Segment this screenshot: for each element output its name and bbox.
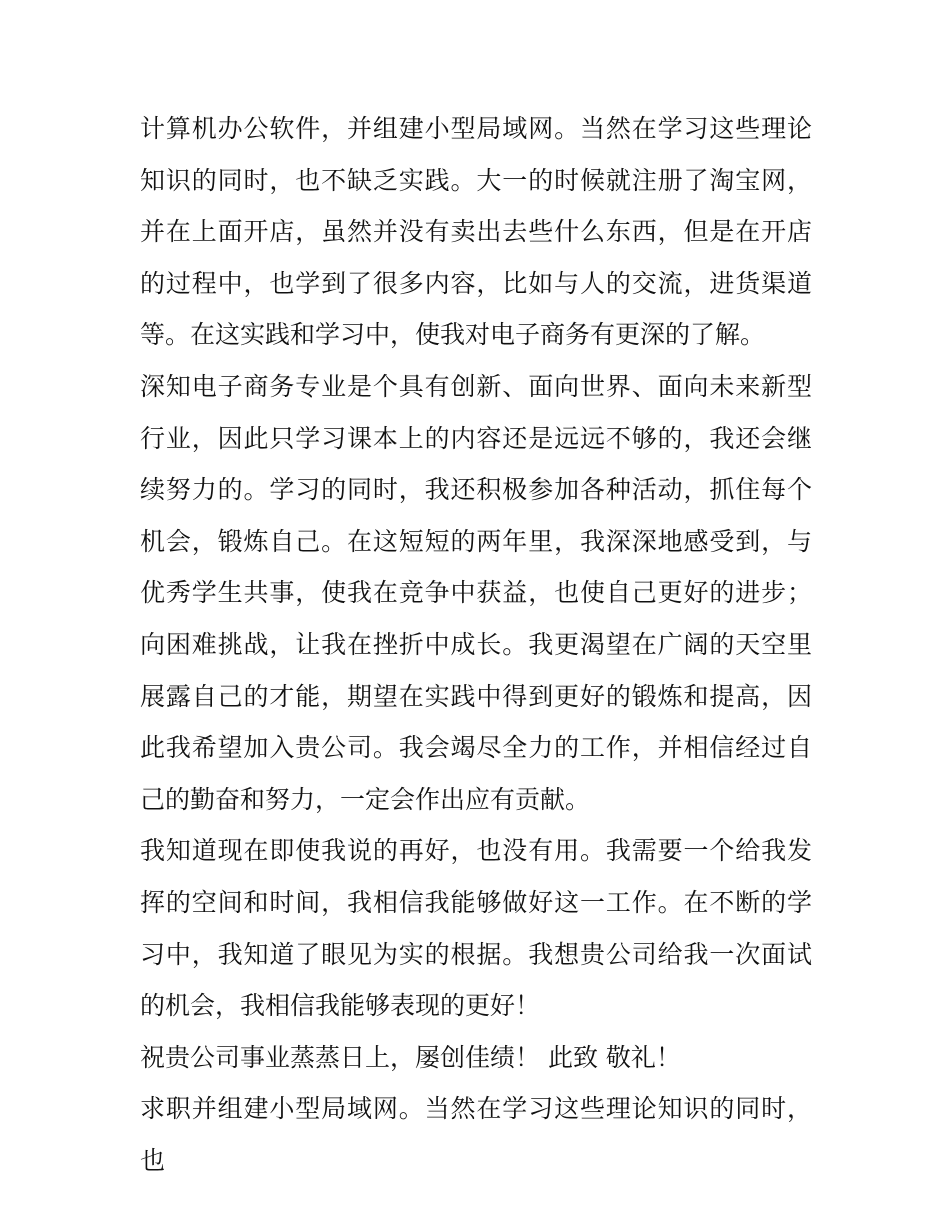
paragraph-closing: 祝贵公司事业蒸蒸日上，屡创佳绩！ 此致 敬礼！ [140, 1042, 681, 1072]
paragraph-practice: 计算机办公软件，并组建小型局域网。当然在学习这些理论知识的同时，也不缺乏实践。大一的时候就注册了淘宝网，并在上面开店，虽然并没有卖出去些什么东西，但是在开店的过程中，也学到了很多内容，比如与人的交流，进货渠道等。在这实践和学习中，使我对电子商务有更深的了解。 [140, 114, 812, 350]
document-body [140, 103, 812, 1186]
paragraph-interview-request: 我知道现在即使我说的再好，也没有用。我需要一个给我发挥的空间和时间，我相信我能够做好这一工作。在不断的学习中，我知道了眼见为实的根据。我想贵公司给我一次面试的机会，我相信我能够表现的更好！ [140, 836, 812, 1021]
paragraph-major: 深知电子商务专业是个具有创新、面向世界、面向未来新型行业，因此只学习课本上的内容还是远远不够的，我还会继续努力的。学习的同时，我还积极参加各种活动，抓住每个机会，锻炼自己。在这短短的两年里，我深深地感受到，与优秀学生共事，使我在竞争中获益，也使自己更好的进步；向困难挑战，让我在挫折中成长。我更渴望在广阔的天空里展露自己的才能，期望在实践中得到更好的锻炼和提高，因此我希望加入贵公司。我会竭尽全力的工作，并相信经过自己的勤奋和努力，一定会作出应有贡献。 [140, 371, 812, 814]
paragraph-continuation: 求职并组建小型局域网。当然在学习这些理论知识的同时，也 [140, 1094, 812, 1175]
